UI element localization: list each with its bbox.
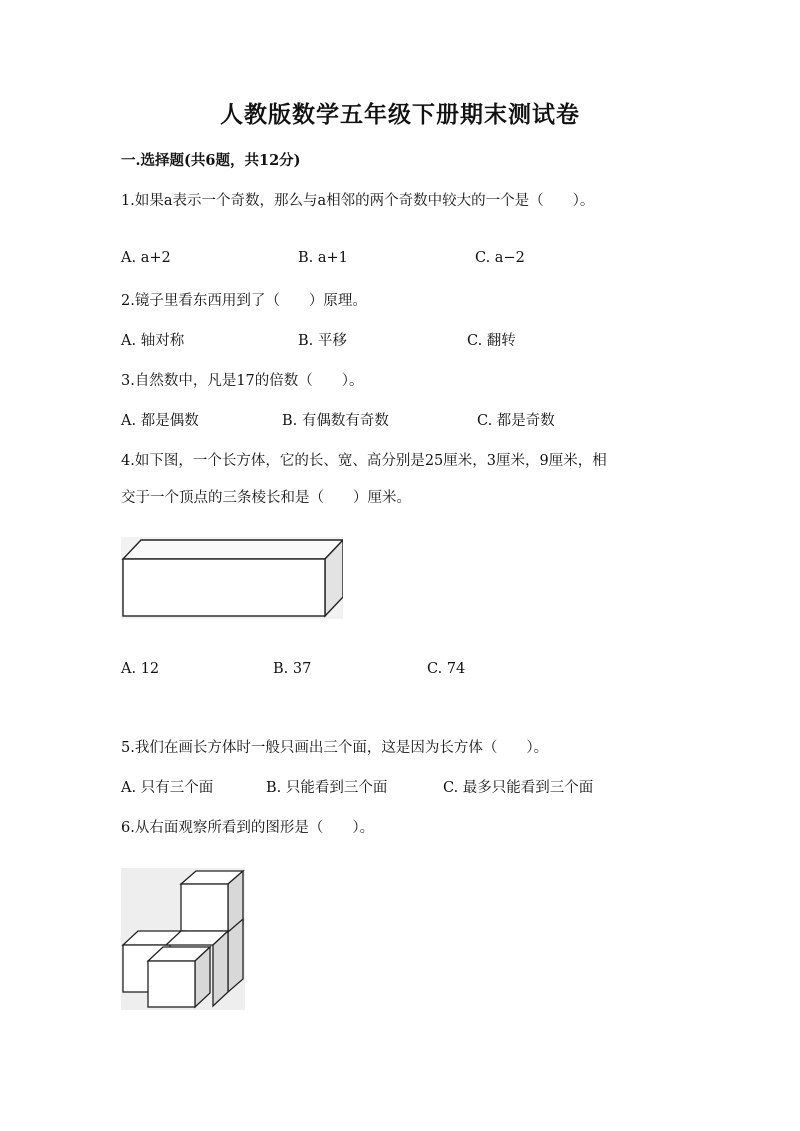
question-5-option-a: A. 只有三个面 xyxy=(121,780,214,796)
question-5-option-c: C. 最多只能看到三个面 xyxy=(443,780,594,796)
question-4-text-line-2: 交于一个顶点的三条棱长和是（ ）厘米。 xyxy=(121,490,411,506)
question-5-option-b: B. 只能看到三个面 xyxy=(266,780,388,796)
cube-stack-figure xyxy=(121,868,245,1010)
question-4-option-b: B. 37 xyxy=(273,661,312,677)
question-3-option-a: A. 都是偶数 xyxy=(121,413,199,429)
question-1-option-a: A. a+2 xyxy=(121,250,171,266)
question-6-text: 6.从右面观察所看到的图形是（ ）。 xyxy=(121,820,375,836)
question-2-option-b: B. 平移 xyxy=(298,333,347,349)
question-3-text: 3.自然数中，凡是17的倍数（ ）。 xyxy=(121,373,364,389)
question-3-option-b: B. 有偶数有奇数 xyxy=(282,413,389,429)
section-heading: 一.选择题(共6题，共12分) xyxy=(121,152,301,169)
question-4-option-a: A. 12 xyxy=(121,661,160,677)
question-2-option-a: A. 轴对称 xyxy=(121,333,185,349)
question-4-option-c: C. 74 xyxy=(427,661,466,677)
question-4-text-line-1: 4.如下图，一个长方体，它的长、宽、高分别是25厘米，3厘米，9厘米，相 xyxy=(121,453,607,469)
page-title: 人教版数学五年级下册期末测试卷 xyxy=(220,101,580,128)
question-2-text: 2.镜子里看东西用到了（ ）原理。 xyxy=(121,293,367,309)
cuboid-figure xyxy=(121,537,343,619)
question-3-option-c: C. 都是奇数 xyxy=(477,413,555,429)
question-1-option-c: C. a−2 xyxy=(475,250,525,266)
question-5-text: 5.我们在画长方体时一般只画出三个面，这是因为长方体（ ）。 xyxy=(121,740,549,756)
question-2-option-c: C. 翻转 xyxy=(467,333,516,349)
question-1-text: 1.如果a表示一个奇数，那么与a相邻的两个奇数中较大的一个是（ ）。 xyxy=(121,193,595,209)
question-1-option-b: B. a+1 xyxy=(298,250,348,266)
